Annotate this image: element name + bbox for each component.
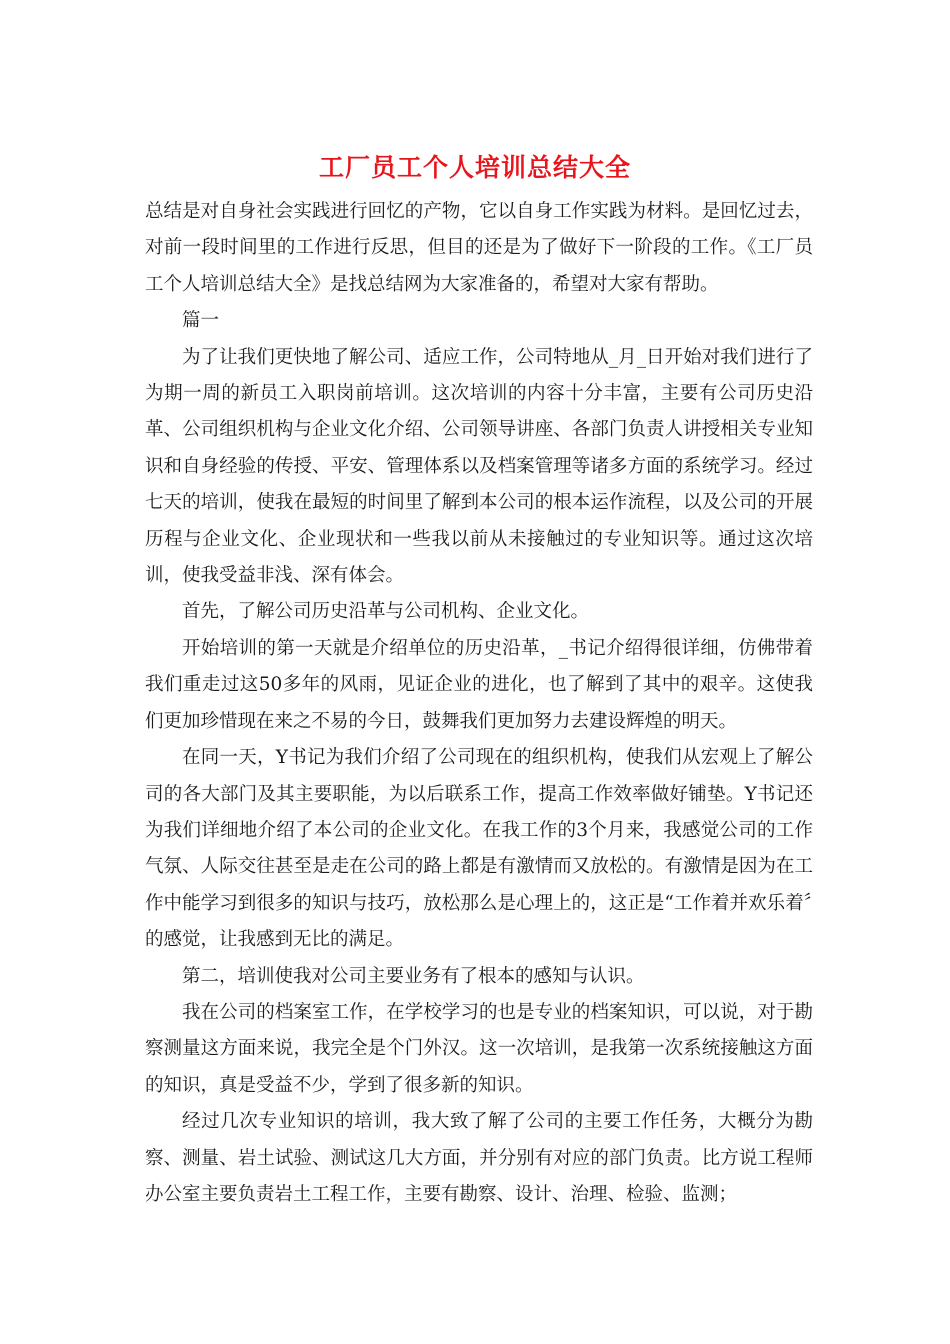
paragraph: 总结是对自身社会实践进行回忆的产物，它以自身工作实践为材料。是回忆过去，对前一段时间里的工作进行反思，但目的还是为了做好下一阶段的工作。《工厂员工个人培训总结大全》是找总结网为大家准备的，希望对大家有帮助。 xyxy=(145,201,813,295)
paragraph: 首先，了解公司历史沿革与公司机构、企业文化。 xyxy=(182,601,590,623)
paragraph: 开始培训的第一天就是介绍单位的历史沿革，_书记介绍得很详细，仿佛带着我们重走过这50多年的风雨，见证企业的进化，也了解到了其中的艰辛。这使我们更加珍惜现在来之不易的今日，鼓舞我们更加努力去建设辉煌的明天。 xyxy=(145,637,813,732)
paragraph: 经过几次专业知识的培训，我大致了解了公司的主要工作任务，大概分为勘察、测量、岩土试验、测试这几大方面，并分别有对应的部门负责。比方说工程师办公室主要负责岩土工程工作，主要有勘察、设计、治理、检验、监测； xyxy=(145,1111,813,1205)
section-heading: 篇一 xyxy=(182,310,220,332)
paragraph: 第二，培训使我对公司主要业务有了根本的感知与认识。 xyxy=(182,965,645,987)
paragraph: 在同一天，Y书记为我们介绍了公司现在的组织机构，使我们从宏观上了解公司的各大部门及其主要职能，为以后联系工作，提高工作效率做好铺垫。Y书记还为我们详细地介绍了本公司的企业文化。在我工作的3个月来，我感觉公司的工作气氛、人际交往甚至是走在公司的路上都是有激情而又放松的。有激情是因为在工作中能学习到很多的知识与技巧，放松那么是心理上的，这正是“工作着并欢乐着〞的感觉，让我感到无比的满足。 xyxy=(145,747,813,951)
paragraph: 为了让我们更快地了解公司、适应工作，公司特地从_月_日开始对我们进行了为期一周的新员工入职岗前培训。这次培训的内容十分丰富，主要有公司历史沿革、公司组织机构与企业文化介绍、公司领导讲座、各部门负责人讲授相关专业知识和自身经验的传授、平安、管理体系以及档案管理等诸多方面的系统学习。经过七天的培训，使我在最短的时间里了解到本公司的根本运作流程，以及公司的开展历程与企业文化、企业现状和一些我以前从未接触过的专业知识等。通过这次培训，使我受益非浅、深有体会。 xyxy=(145,346,813,587)
document-title: 工厂员工个人培训总结大全 xyxy=(318,153,631,182)
paragraph: 我在公司的档案室工作，在学校学习的也是专业的档案知识，可以说，对于勘察测量这方面来说，我完全是个门外汉。这一次培训，是我第一次系统接触这方面的知识，真是受益不少，学到了很多新的知识。 xyxy=(145,1001,813,1096)
document-body xyxy=(145,194,813,1213)
